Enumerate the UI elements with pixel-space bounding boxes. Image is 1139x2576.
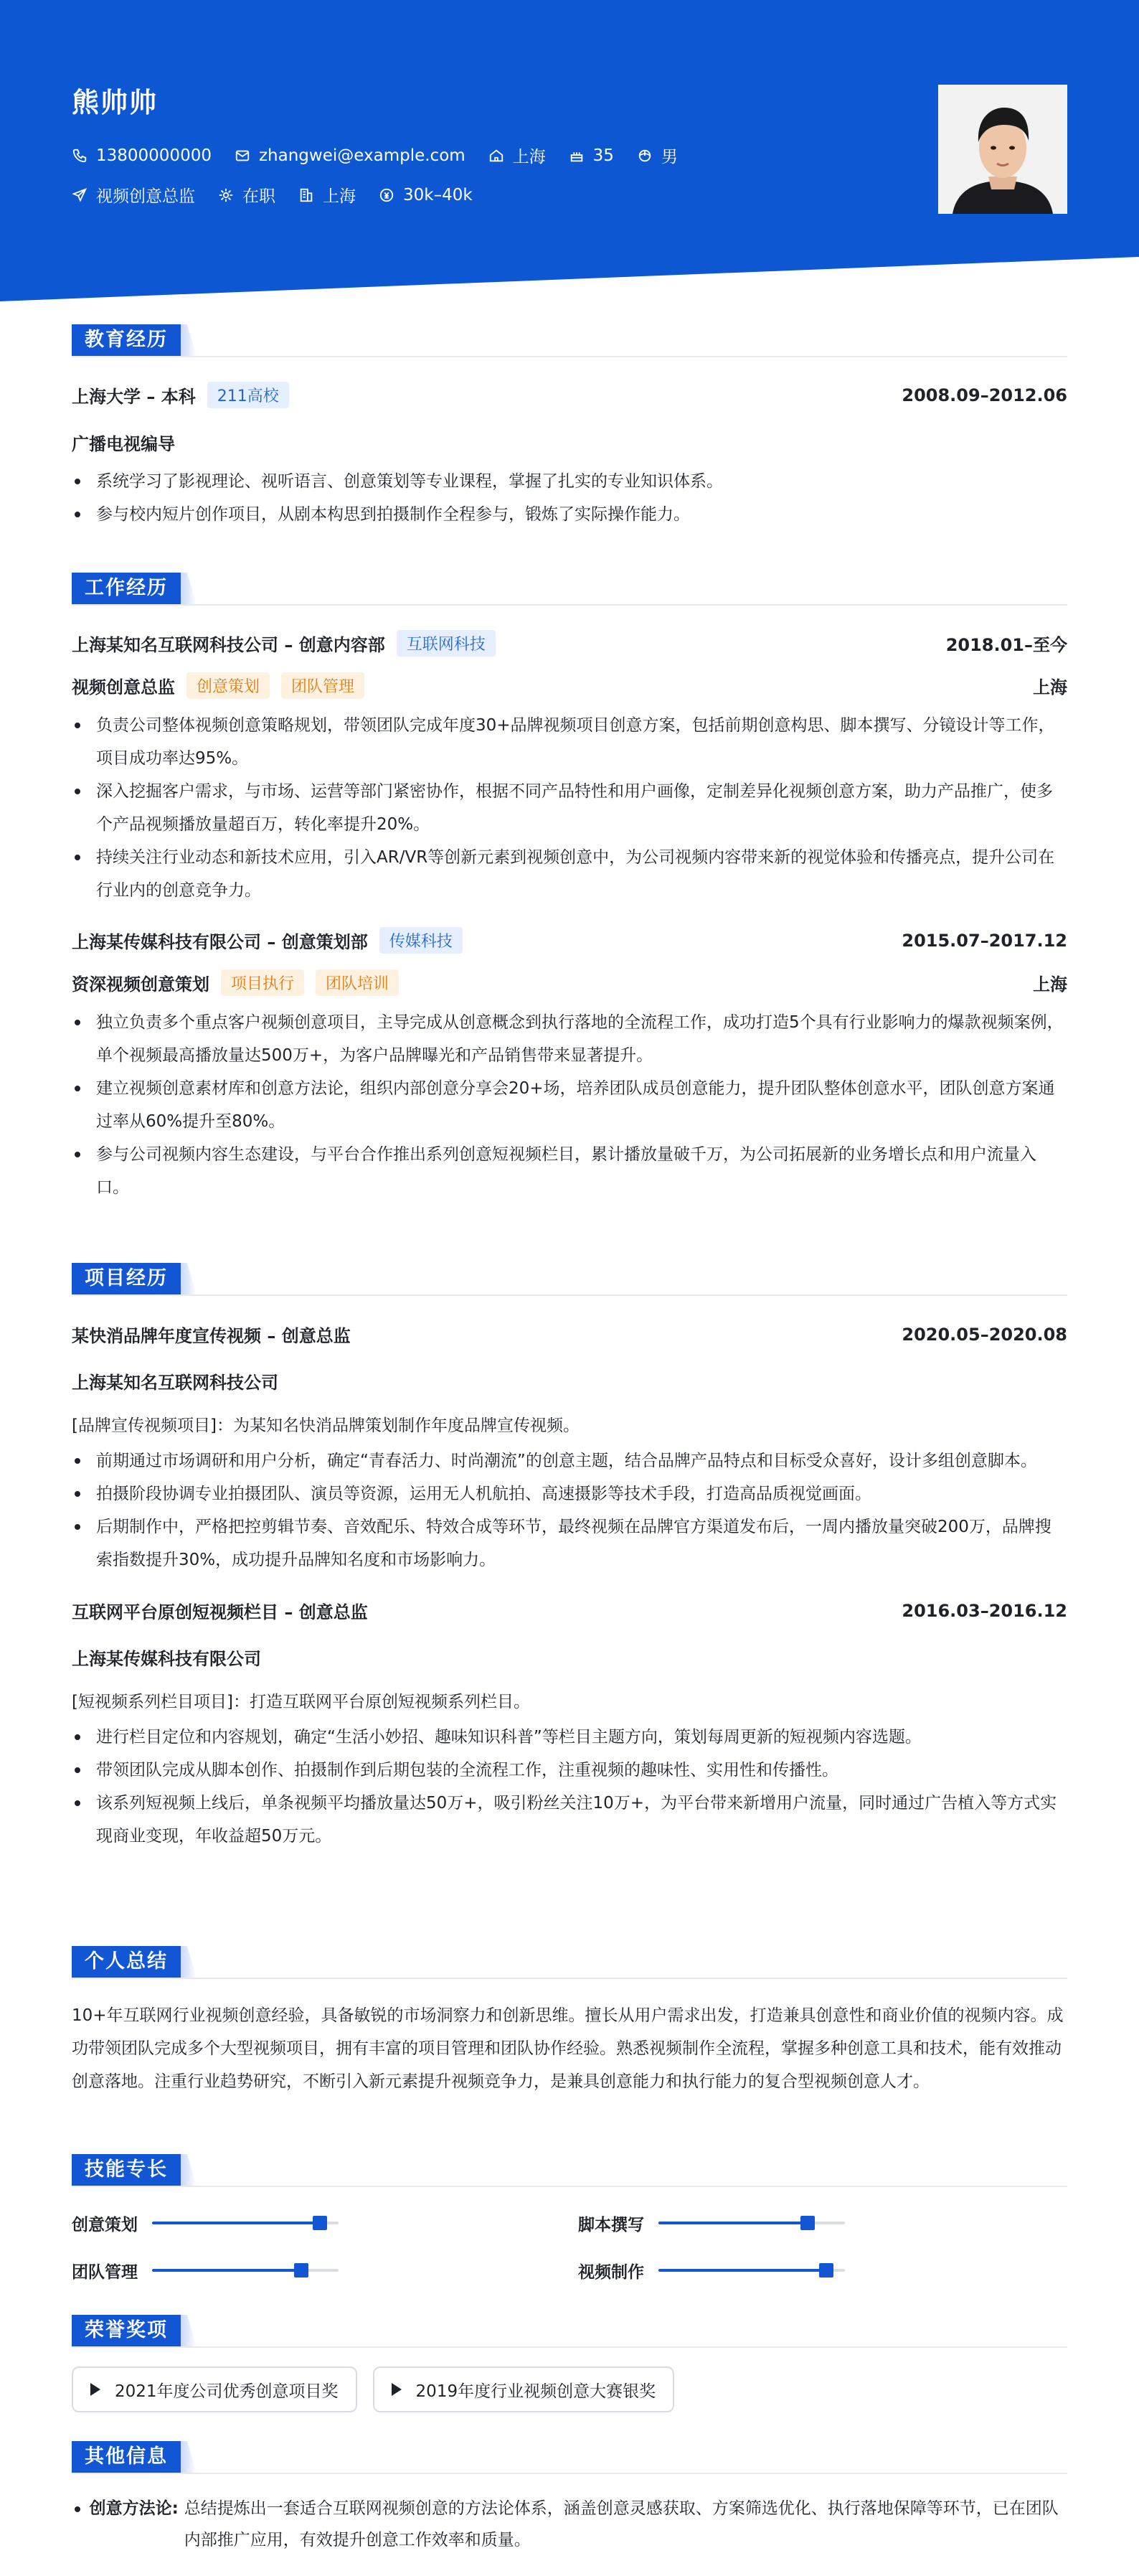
- other-info-label: 创意方法论:: [89, 2499, 179, 2518]
- education-section-header: [72, 324, 1067, 357]
- list-item: 深入挖掘客户需求，与市场、运营等部门紧密协作，根据不同产品特性和用户画像，定制差异化视频创意方案，助力产品推广，使多个产品视频播放量超百万，转化率提升20%。: [72, 775, 1067, 841]
- awards-section-header: [72, 2315, 1067, 2348]
- building-icon: [298, 187, 314, 203]
- skill-item: [578, 2209, 1067, 2237]
- location-text: 上海: [512, 148, 546, 166]
- projects-section: [72, 1263, 1067, 1853]
- skill-bar-fill: [152, 2269, 301, 2272]
- project-1-company: 上海某传媒科技有限公司: [72, 1649, 261, 1669]
- awards-list: [72, 2366, 1067, 2412]
- job-1-city: 上海: [1033, 974, 1067, 995]
- skill-bar-fill: [658, 2222, 808, 2224]
- awards-section: [72, 2315, 1067, 2412]
- education-entry-header: [72, 382, 1067, 408]
- major-name: 广播电视编导: [72, 434, 175, 454]
- projects-section-header: [72, 1263, 1067, 1296]
- summary-title: 个人总结: [72, 1946, 181, 1978]
- project-1-name: 互联网平台原创短视频栏目 – 创意总监: [72, 1602, 368, 1622]
- gender-info: [637, 144, 678, 167]
- job-0-role: 视频创意总监: [72, 677, 175, 697]
- job-0-role-row: [72, 672, 1067, 699]
- gear-icon: [218, 187, 234, 203]
- skills-title: 技能专长: [72, 2154, 181, 2186]
- target-city-info: [298, 183, 356, 207]
- skill-bar-fill: [658, 2269, 826, 2272]
- skill-bar-knob: [313, 2216, 327, 2230]
- list-item: 负责公司整体视频创意策略规划，带领团队完成年度30+品牌视频项目创意方案，包括前期创意构思、脚本撰写、分镜设计等工作，项目成功率达95%。: [72, 709, 1067, 775]
- skill-bar: [658, 2222, 845, 2224]
- skill-item: [578, 2256, 1067, 2285]
- list-item: 拍摄阶段协调专业拍摄团队、演员等资源，运用无人机航拍、高速摄影等技术手段，打造高品质视觉画面。: [72, 1477, 1067, 1510]
- skill-bar: [658, 2269, 845, 2272]
- project-1-bullets: [72, 1721, 1067, 1853]
- job-0-company: 上海某知名互联网科技公司 – 创意内容部: [72, 635, 385, 655]
- skill-bar-fill: [152, 2222, 320, 2224]
- skill-bar: [152, 2269, 339, 2272]
- section-divider: [72, 1294, 1067, 1296]
- list-item: 建立视频创意素材库和创意方法论，组织内部创意分享会20+场，培养团队成员创意能力，提升团队整体创意水平，团队创意方案通过率从60%提升至80%。: [72, 1072, 1067, 1138]
- job-0-role-tag: 团队管理: [281, 672, 364, 699]
- list-item: 系统学习了影视理论、视听语言、创意策划等专业课程，掌握了扎实的专业知识体系。: [72, 465, 1067, 498]
- other-info-text: 总结提炼出一套适合互联网视频创意的方法论体系，涵盖创意灵感获取、方案筛选优化、执行落地保障等环节，已在团队内部推广应用，有效提升创意工作效率和质量。: [184, 2499, 1059, 2549]
- job-1-header: [72, 927, 1067, 954]
- award-label: 2021年度公司优秀创意项目奖: [115, 2382, 339, 2401]
- mail-icon: [235, 148, 250, 164]
- location-info: [488, 144, 546, 167]
- section-divider: [72, 356, 1067, 357]
- education-section: [72, 324, 1067, 531]
- salary-text: 30k–40k: [403, 185, 473, 205]
- project-0-description: [品牌宣传视频项目]：为某知名快消品牌策划制作年度品牌宣传视频。: [72, 1416, 580, 1435]
- other-section-header: [72, 2441, 1067, 2474]
- other-section: [72, 2441, 1067, 2556]
- skill-name: 创意策划: [72, 2215, 138, 2234]
- salary-info: [379, 186, 473, 205]
- skill-name: 脚本撰写: [578, 2215, 644, 2234]
- list-item: 持续关注行业动态和新技术应用，引入AR/VR等创新元素到视频创意中，为公司视频内容带来新的视觉体验和传播亮点，提升公司在行业内的创意竞争力。: [72, 841, 1067, 907]
- summary-section-header: [72, 1946, 1067, 1979]
- bullet-dot: [72, 2493, 90, 2556]
- other-title: 其他信息: [72, 2441, 181, 2473]
- summary-section: [72, 1946, 1067, 2098]
- avatar-portrait-icon: [938, 85, 1067, 214]
- job-intent-row: [72, 183, 496, 207]
- status-info: [218, 183, 275, 207]
- school-name: 上海大学 – 本科: [72, 387, 196, 407]
- project-1-company-row: [72, 1645, 1067, 1670]
- age-text: 35: [592, 146, 614, 165]
- age-info: [569, 146, 614, 165]
- list-item: 带领团队完成从脚本创作、拍摄制作到后期包装的全流程工作，注重视频的趣味性、实用性和传播性。: [72, 1754, 1067, 1787]
- projects-title: 项目经历: [72, 1263, 181, 1294]
- section-divider: [72, 604, 1067, 606]
- email-text: zhangwei@example.com: [258, 146, 465, 165]
- list-item: 参与公司视频内容生态建设，与平台合作推出系列创意短视频栏目，累计播放量破千万，为公司拓展新的业务增长点和用户流量入口。: [72, 1138, 1067, 1204]
- send-icon: [72, 187, 88, 203]
- contact-row: [72, 144, 701, 167]
- avatar-photo: [938, 85, 1067, 214]
- job-1-company: 上海某传媒科技有限公司 – 创意策划部: [72, 932, 368, 952]
- cake-icon: [569, 148, 585, 164]
- phone-text: 13800000000: [96, 146, 212, 165]
- project-1-date: 2016.03–2016.12: [902, 1600, 1067, 1621]
- money-icon: [379, 187, 394, 203]
- list-item: 前期通过市场调研和用户分析，确定“青春活力、时尚潮流”的创意主题，结合品牌产品特点和目标受众喜好，设计多组创意脚本。: [72, 1444, 1067, 1477]
- candidate-name: 熊帅帅: [72, 87, 159, 118]
- target-role-text: 视频创意总监: [96, 187, 195, 206]
- award-item: [373, 2366, 675, 2412]
- job-0-date: 2018.01–至今: [945, 635, 1067, 655]
- list-item: 进行栏目定位和内容规划，确定“生活小妙招、趣味知识科普”等栏目主题方向，策划每周更新的短视频内容选题。: [72, 1721, 1067, 1754]
- job-1-bullets: [72, 1006, 1067, 1204]
- job-1-industry-tag: 传媒科技: [379, 927, 463, 954]
- project-0-date: 2020.05–2020.08: [902, 1324, 1067, 1345]
- work-title: 工作经历: [72, 573, 181, 604]
- education-date: 2008.09–2012.06: [902, 385, 1067, 405]
- project-0-header: [72, 1322, 1067, 1347]
- job-1-role-row: [72, 969, 1067, 996]
- award-label: 2019年度行业视频创意大赛银奖: [415, 2382, 656, 2401]
- job-1-role: 资深视频创意策划: [72, 974, 209, 995]
- list-item: 参与校内短片创作项目，从剧本构思到拍摄制作全程参与，锻炼了实际操作能力。: [72, 498, 1067, 531]
- project-0-name: 某快消品牌年度宣传视频 – 创意总监: [72, 1326, 351, 1346]
- list-item: 独立负责多个重点客户视频创意项目，主导完成从创意概念到执行落地的全流程工作，成功打造5个具有行业影响力的爆款视频案例，单个视频最高播放量达500万+，为客户品牌曝光和产品销售带来显著提升。: [72, 1006, 1067, 1072]
- target-city-text: 上海: [323, 187, 356, 206]
- section-divider: [72, 1978, 1067, 1979]
- play-triangle-icon: [90, 2383, 100, 2396]
- email-info: [235, 146, 465, 165]
- project-0-company-row: [72, 1368, 1067, 1393]
- phone-icon: [72, 148, 88, 164]
- skill-bar-knob: [800, 2216, 815, 2230]
- skills-grid: [72, 2209, 1067, 2285]
- job-1-date: 2015.07–2017.12: [902, 930, 1067, 951]
- job-0-bullets: [72, 709, 1067, 907]
- job-1-role-tag: 项目执行: [221, 969, 304, 996]
- award-item: [72, 2366, 357, 2412]
- summary-text: 10+年互联网行业视频创意经验，具备敏锐的市场洞察力和创新思维。擅长从用户需求出发，打造兼具创意性和商业价值的视频内容。成功带领团队完成多个大型视频项目，拥有丰富的项目管理和团队协作经验。熟悉视频制作全流程，掌握多种创意工具和技术，能有效推动创意落地。注重行业趋势研究，不断引入新元素提升视频竞争力，是兼具创意能力和执行能力的复合型视频创意人才。: [72, 2006, 1064, 2091]
- awards-title: 荣誉奖项: [72, 2315, 181, 2346]
- project-1-description: [短视频系列栏目项目]：打造互联网平台原创短视频系列栏目。: [72, 1693, 530, 1711]
- skill-bar-knob: [819, 2263, 833, 2277]
- section-divider: [72, 2473, 1067, 2474]
- skill-bar-knob: [294, 2263, 308, 2277]
- job-0-role-tag: 创意策划: [186, 672, 270, 699]
- work-section-header: [72, 573, 1067, 606]
- job-0-header: [72, 630, 1067, 657]
- gender-icon: [637, 148, 653, 164]
- list-item: 该系列短视频上线后，单条视频平均播放量达50万+，吸引粉丝关注10万+，为平台带来新增用户流量，同时通过广告植入等方式实现商业变现，年收益超50万元。: [72, 1787, 1067, 1853]
- work-section: [72, 573, 1067, 1204]
- other-info-item: [72, 2493, 1067, 2556]
- project-0-bullets: [72, 1444, 1067, 1576]
- education-bullets: [72, 465, 1067, 531]
- job-1-role-tag: 团队培训: [316, 969, 399, 996]
- skill-item: [72, 2256, 578, 2285]
- project-0-company: 上海某知名互联网科技公司: [72, 1373, 278, 1393]
- section-divider: [72, 2186, 1067, 2187]
- job-0-city: 上海: [1033, 677, 1067, 697]
- skill-name: 视频制作: [578, 2262, 644, 2282]
- skill-name: 团队管理: [72, 2262, 138, 2282]
- target-role-info: [72, 183, 195, 207]
- skill-bar: [152, 2222, 339, 2224]
- school-tag: 211高校: [207, 382, 289, 408]
- skill-item: [72, 2209, 578, 2237]
- education-title: 教育经历: [72, 324, 181, 356]
- gender-text: 男: [661, 148, 678, 166]
- status-text: 在职: [242, 187, 275, 206]
- project-1-header: [72, 1598, 1067, 1623]
- play-triangle-icon: [392, 2383, 402, 2396]
- list-item: 后期制作中，严格把控剪辑节奏、音效配乐、特效合成等环节，最终视频在品牌官方渠道发布后，一周内播放量突破200万，品牌搜索指数提升30%，成功提升品牌知名度和市场影响力。: [72, 1510, 1067, 1576]
- skills-section: [72, 2154, 1067, 2285]
- major-row: [72, 430, 1067, 455]
- home-icon: [488, 148, 504, 164]
- skills-section-header: [72, 2154, 1067, 2187]
- job-0-industry-tag: 互联网科技: [397, 630, 496, 657]
- phone-info: [72, 146, 212, 165]
- section-divider: [72, 2346, 1067, 2348]
